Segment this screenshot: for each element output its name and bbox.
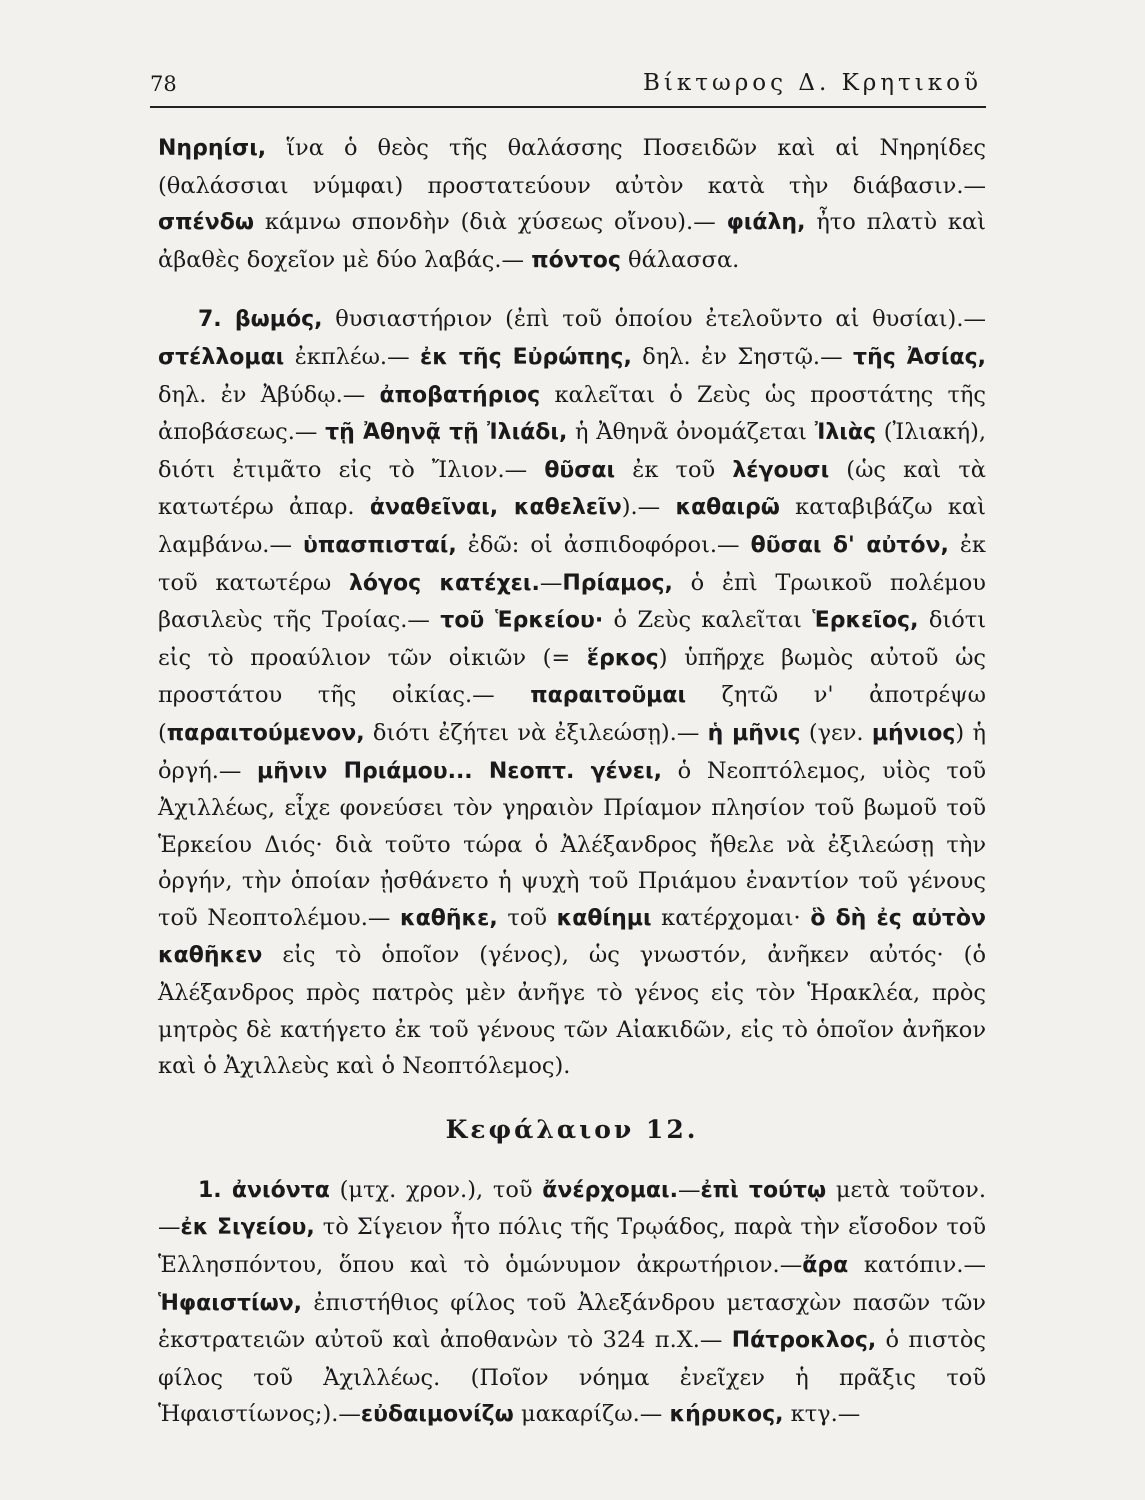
gloss-text: ἵνα ὁ θεὸς τῆς θαλάσσης Ποσειδῶν καὶ αἱ Νηρηίδες (θαλάσσιαι νύμφαι) προστατεύουν αὐτὸν κατὰ τὴν διάβασιν.— (158, 135, 986, 199)
lemma-term: θῦσαι δ' αὐτόν, (750, 532, 949, 558)
gloss-text: ἐπιστήθιος φίλος τοῦ Ἀλεξάνδρου μετασχὼν πασῶν τῶν ἐκστρατειῶν αὐτοῦ καὶ ἀποθανὼν τὸ 324 π.Χ.— (158, 1289, 986, 1354)
gloss-text: εἰς τὸ ὁποῖον (γένος), ὡς γνωστόν, ἀνῆκεν αὐτός· (ὁ Ἀλέξανδρος πρὸς πατρὸς μὲν ἀνῆγε τὸ γένος εἰς τὸν Ἡρακλέα, πρὸς μητρὸς δὲ κατήγετο ἐκ τοῦ γένους τῶν Αἰακιδῶν, εἰς τὸ ὁποῖον ἀνῆκον καὶ ὁ Ἀχιλλεὺς καὶ ὁ Νεοπτόλεμος). (158, 942, 986, 1080)
lemma-term: ἀναθεῖναι, καθελεῖν (369, 495, 622, 521)
gloss-text: κατόπιν.— (848, 1252, 987, 1279)
lemma-term: παραιτοῦμαι (530, 683, 687, 709)
gloss-text: δηλ. ἐν Σηστῷ.— (631, 343, 854, 370)
lemma-term: ἐκ Σιγείου, (180, 1215, 315, 1241)
gloss-text: μετὰ τοῦτον.— (158, 1176, 986, 1241)
gloss-text: (Ἰλιακή), διότι ἐτιμᾶτο εἰς τὸ Ἴλιον.— (158, 419, 986, 483)
gloss-text: ὁ πιστὸς φίλος τοῦ Ἀχιλλέως. (Ποῖον νόημα ἐνεῖχεν ἡ πρᾶξις τοῦ Ἡφαιστίωνος;).— (158, 1327, 986, 1428)
page-number: 78 (150, 72, 177, 96)
page-header (150, 66, 986, 108)
lemma-term: Πρίαμος, (562, 570, 673, 596)
lemma-term: ἐπὶ τούτῳ (700, 1177, 827, 1203)
page-body (158, 130, 986, 1434)
gloss-text: — (539, 569, 563, 596)
lemma-term: καθίημι (556, 905, 652, 931)
lemma-term: καθαιρῶ (675, 495, 780, 521)
gloss-text: ἐκ τοῦ κατωτέρω (158, 531, 986, 596)
gloss-text: ) ὑπῆρχε βωμὸς αὐτοῦ ὡς προστάτου τῆς οἰκίας.— (158, 644, 987, 709)
lemma-term: τῆς Ἀσίας, (853, 344, 987, 370)
gloss-text: ) ἡ ὀργή.— (158, 719, 986, 784)
lemma-term: παραιτούμενον, (166, 720, 365, 746)
gloss-text: τοῦ (497, 904, 557, 931)
lemma-term: φιάλη, (726, 210, 806, 236)
gloss-text: ἦτο πλατὺ καὶ ἀβαθὲς δοχεῖον μὲ δύο λαβάς.— (158, 209, 986, 273)
gloss-text: ἐκπλέω.— (284, 343, 421, 370)
lemma-term: θῦσαι (544, 457, 616, 483)
lemma-term: τοῦ Ἑρκείου· (440, 608, 604, 634)
gloss-text: καταβιβάζω καὶ λαμβάνω.— (158, 494, 987, 558)
lemma-term: Ἰλιὰς (814, 420, 877, 446)
gloss-text: μακαρίζω.— (513, 1401, 670, 1428)
lemma-term: ἄρα (802, 1253, 849, 1279)
gloss-text: ἐκ τοῦ (615, 456, 733, 483)
gloss-text: ).— (621, 494, 676, 521)
lemma-term: λόγος κατέχει. (348, 570, 540, 596)
lemma-term: μήνιος (871, 720, 956, 746)
lemma-term: τῇ Ἀθηνᾷ τῇ Ἰλιάδι, (325, 420, 568, 446)
paragraph-nereids (158, 130, 986, 279)
lemma-term: ἡ μῆνις (707, 720, 801, 746)
lemma-term: Πάτροκλος, (731, 1328, 877, 1354)
lemma-term: στέλλομαι (158, 344, 285, 370)
lemma-term: 7. βωμός, (198, 307, 323, 333)
chapter-heading: Κεφάλαιον 12. (445, 1114, 699, 1144)
lemma-term: Νηρηίσι, (158, 136, 267, 161)
lemma-term: κήρυκος, (669, 1402, 784, 1428)
gloss-text: ἡ Ἀθηνᾶ ὀνομάζεται (567, 419, 815, 446)
lemma-term: 1. ἀνιόντα (198, 1177, 330, 1203)
lemma-term: ὃ δὴ ἐς αὐτὸν καθῆκεν (158, 905, 986, 969)
lemma-term: εὐδαιμονίζω (360, 1402, 514, 1428)
gloss-text: καλεῖται ὁ Ζεὺς ὡς προστάτης τῆς ἀποβάσεως.— (158, 381, 986, 446)
gloss-text: θάλασσα. (620, 246, 740, 273)
running-title: Βίκτωρος Δ. Κρητικοῦ (643, 70, 982, 96)
lemma-term: σπένδω (158, 210, 255, 236)
gloss-text: διότι ἐζήτει νὰ ἐξιλεώσῃ).— (364, 719, 708, 746)
gloss-text: δηλ. ἐν Ἀβύδῳ.— (158, 381, 380, 408)
gloss-text: ἐδῶ: οἱ ἀσπιδοφόροι.— (456, 531, 751, 558)
gloss-text: ὁ Ζεὺς καλεῖται (603, 607, 813, 634)
paragraph-section-7 (158, 301, 986, 1084)
lemma-term: ἐκ τῆς Εὐρώπης, (420, 344, 632, 370)
paragraph-section-1 (158, 1172, 986, 1434)
lemma-term: ἕρκος (586, 645, 659, 671)
gloss-text: (γεν. (800, 719, 872, 746)
gloss-text: κάμνω σπονδὴν (διὰ χύσεως οἴνου).— (254, 209, 727, 236)
gloss-text: κατέρχομαι· (651, 904, 811, 931)
gloss-text: θυσιαστήριον (ἐπὶ τοῦ ὁποίου ἐτελοῦντο αἱ θυσίαι).— (322, 306, 986, 333)
lemma-term: μῆνιν Πριάμου... Νεοπτ. γένει, (257, 758, 662, 784)
gloss-text: διότι εἰς τὸ προαύλιον τῶν οἰκιῶν (= (158, 607, 987, 671)
gloss-text: — (677, 1176, 701, 1203)
gloss-text: κτγ.— (783, 1401, 861, 1428)
lemma-term: Ἡφαιστίων, (158, 1290, 303, 1316)
lemma-term: καθῆκε, (400, 905, 498, 931)
lemma-term: Ἑρκεῖος, (812, 608, 919, 634)
gloss-text: ὁ ἐπὶ Τρωικοῦ πολέμου βασιλεὺς τῆς Τροίας.— (158, 569, 986, 634)
lemma-term: λέγουσι (732, 457, 830, 483)
lemma-term: ἄνέρχομαι. (542, 1177, 678, 1203)
gloss-text: ζητῶ ν' ἀποτρέψω ( (158, 682, 986, 746)
lemma-term: ἀποβατήριος (379, 382, 541, 408)
gloss-text: (ὡς καὶ τὰ κατωτέρω ἀπαρ. (158, 456, 986, 521)
gloss-text: τὸ Σίγειον ἦτο πόλις τῆς Τρῳάδος, παρὰ τὴν εἴσοδον τοῦ Ἑλλησπόντου, ὅπου καὶ τὸ ὁμώνυμον ἀκρωτήριον.— (158, 1214, 986, 1279)
gloss-text: ὁ Νεοπτόλεμος, υἱὸς τοῦ Ἀχιλλέως, εἶχε φονεύσει τὸν γηραιὸν Πρίαμον πλησίον τοῦ βωμοῦ τοῦ Ἑρκείου Διός· διὰ τοῦτο τώρα ὁ Ἀλέξανδρος ἤθελε νὰ ἐξιλεώσῃ τὴν ὀργήν, τὴν ὁποίαν ᾐσθάνετο ἡ ψυχὴ τοῦ Πριάμου ἐναντίον τοῦ γένους τοῦ Νεοπτολέμου.— (158, 757, 986, 931)
gloss-text: (μτχ. χρον.), τοῦ (329, 1176, 543, 1203)
lemma-term: ὑπασπισταί, (303, 532, 457, 558)
lemma-term: πόντος (531, 247, 621, 273)
